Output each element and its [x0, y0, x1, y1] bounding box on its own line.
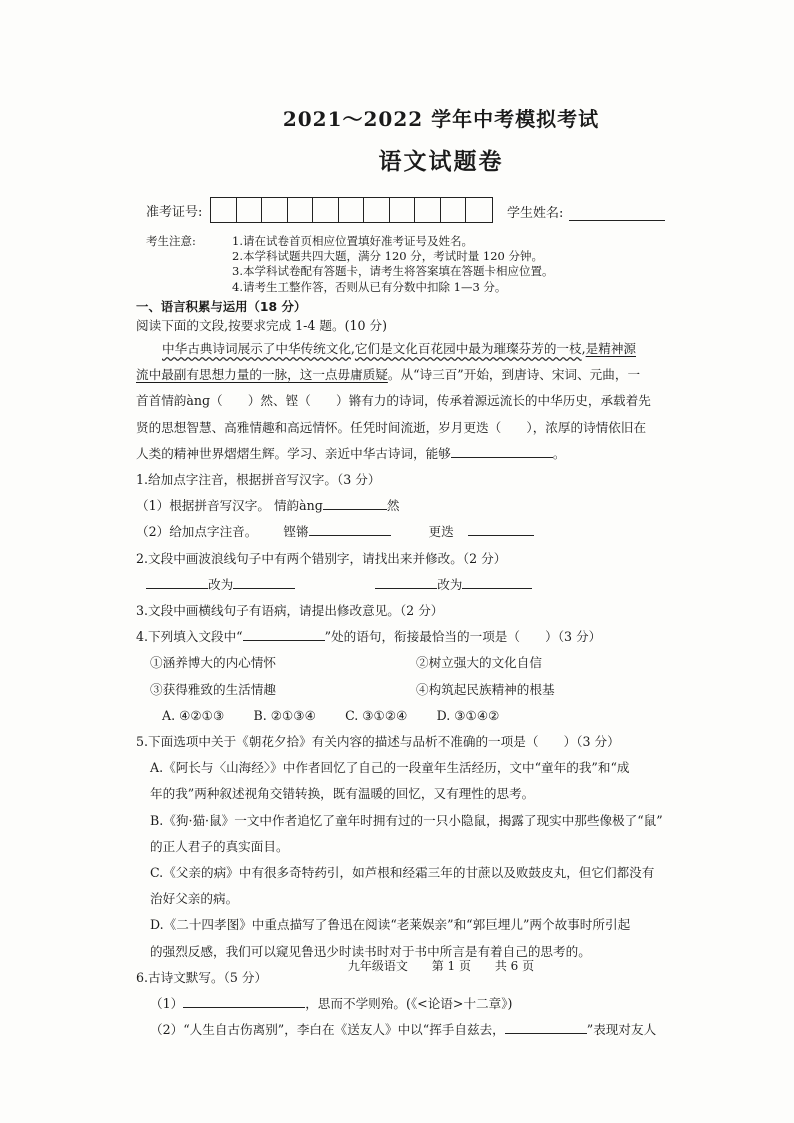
- question-1-part-2: （2）给加点字注音。 铿锵 更迭: [136, 519, 742, 545]
- option-c-cont: 治好父亲的病。: [150, 891, 239, 907]
- question-4-statements: [136, 650, 742, 702]
- passage-line-4: 贤的思想智慧、高雅情趣和高远情怀。任凭时间流逝，岁月更迭（ ），浓厚的诗情依旧在: [136, 419, 647, 435]
- answer-blank[interactable]: [183, 993, 305, 1008]
- candidate-id-boxes[interactable]: [210, 197, 493, 223]
- notice-label: 考生注意:: [146, 234, 196, 248]
- question-6-part-1: （1） ，思而不学则殆。(《<论语>十二章》): [136, 991, 742, 1017]
- passage-line-3: 首首情韵ànɡ（ ）然、铿（ ）锵有力的诗词，传承着源远流长的中华历史，承载着先: [136, 393, 651, 409]
- statement-option: ③获得雅致的生活情趣: [150, 681, 276, 697]
- question-2: 2.文段中画波浪线句子中有两个错别字，请找出来并修改。（2 分）: [136, 550, 507, 566]
- option-a: A.《阿长与〈山海经〉》中作者回忆了自己的一段童年生活经历，文中“童年的我”和“成: [150, 760, 630, 776]
- student-name-label: 学生姓名:: [507, 206, 564, 221]
- question-body: [136, 298, 742, 1043]
- section-heading: 一、语言积累与运用（18 分）: [136, 299, 307, 314]
- passage-line-5: 人类的精神世界熠熠生辉。学习、亲近中华古诗词，能够 。: [136, 441, 742, 467]
- answer-blank[interactable]: [505, 1019, 587, 1034]
- question-1: 1.给加点字注音，根据拼音写汉字。（3 分）: [136, 472, 381, 488]
- option-d-cont: 的强烈反感，我们可以窥见鲁迅少时读书时对于书中所言是有着自己的思考的。: [150, 943, 591, 959]
- option-c: C.《父亲的病》中有很多奇特药引，如芦根和经霜三年的甘蔗以及败鼓皮丸，但它们都没有: [150, 865, 655, 881]
- option-b: B.《狗·猫·鼠》一文中作者追忆了童年时拥有过的一只小隐鼠，揭露了现实中那些像极了“鼠”: [150, 812, 663, 828]
- footer-total-pages: 共 6 页: [494, 959, 535, 973]
- question-4: 4.下列填入文段中“ ”处的语句，衔接最恰当的一项是（ ）（3 分）: [136, 624, 742, 650]
- notice-item: 4.请考生工整作答，否则从已有分数中扣除 1—3 分。: [232, 279, 507, 294]
- notice-items: [232, 234, 553, 295]
- passage-line-1: 中华古典诗词展示了中华传统文化,它们是文化百花园中最为璀璨芬芳的一枝,是精神源: [162, 341, 636, 356]
- option-b-cont: 的正人君子的真实面目。: [150, 838, 289, 854]
- exam-title: 2021～2022 学年中考模拟考试: [282, 107, 600, 131]
- question-3: 3.文段中画横线句子有语病，请提出修改意见。（2 分）: [136, 603, 444, 619]
- option-a-cont: 年的我”两种叙述视角交错转换，既有温暖的回忆，又有理性的思考。: [150, 786, 535, 802]
- paper-subtitle: 语文试题卷: [378, 148, 504, 175]
- passage-blank[interactable]: [451, 443, 553, 458]
- reading-instruction: 阅读下面的文段,按要求完成 1-4 题。(10 分): [136, 318, 388, 333]
- wavy-underline-text: 它们是文化百花园中最为璀璨芬芳的一枝: [354, 341, 582, 356]
- answer-blank[interactable]: [233, 574, 295, 589]
- notice-item: 3.本学科试卷配有答题卡，请考生将答案填在答题卡相应位置。: [232, 264, 554, 279]
- page-footer: [44, 957, 794, 974]
- footer-page-number: 第 1 页: [431, 959, 471, 973]
- option-d: D.《二十四孝图》中重点描写了鲁迅在阅读“老莱娱亲”和“郭巨埋儿”两个故事时所引起: [150, 917, 631, 933]
- question-5: 5.下面选项中关于《朝花夕拾》有关内容的描述与品析不准确的一项是（ ）（3 分）: [136, 734, 620, 750]
- straight-underline-text: 流中最副有思想力量的一脉，这一点毋庸质疑: [136, 367, 388, 383]
- question-4-choices: A. ④②①③ B. ②①③④ C. ③①②④ D. ③①④②: [162, 707, 500, 723]
- notice-item: 2.本学科试题共四大题，满分 120 分，考试时量 120 分钟。: [232, 249, 543, 264]
- answer-blank[interactable]: [468, 521, 534, 536]
- statement-option: ①涵养博大的内心情怀: [150, 655, 276, 671]
- wavy-underline-text: 中华古典诗词展示了中华传统文化: [162, 341, 351, 356]
- notice-block: [146, 234, 553, 295]
- statement-option: ②树立强大的文化自信: [416, 655, 542, 671]
- statement-option: ④构筑起民族精神的根基: [416, 681, 555, 697]
- notice-item: 1.请在试卷首页相应位置填好准考证号及姓名。: [232, 234, 473, 248]
- answer-blank[interactable]: [323, 495, 387, 510]
- student-name-blank[interactable]: [569, 206, 665, 221]
- answer-blank[interactable]: [243, 626, 325, 641]
- answer-blank[interactable]: [146, 574, 208, 589]
- answer-blank[interactable]: [462, 574, 532, 589]
- footer-subject: 九年级语文: [347, 959, 408, 973]
- candidate-id-label: 准考证号:: [146, 204, 203, 220]
- student-name-row: [507, 202, 665, 221]
- question-6-part-2: （2）“人生自古伤离别”，李白在《送友人》中以“挥手自兹去， ”表现对友人: [136, 1017, 742, 1043]
- straight-underline-text: 是精神源: [585, 341, 636, 356]
- question-1-part-1: （1）根据拼音写汉字。 情韵ànɡ 然: [136, 493, 742, 519]
- answer-blank[interactable]: [375, 574, 437, 589]
- question-6: 6.古诗文默写。（5 分）: [136, 969, 268, 985]
- question-2-answer: 改为 改为: [136, 572, 742, 598]
- candidate-id-row: [146, 197, 493, 223]
- answer-blank[interactable]: [309, 521, 391, 536]
- passage-line-2: 流中最副有思想力量的一脉，这一点毋庸质疑。从“诗三百”开始，到唐诗、宋词、元曲，一: [136, 367, 641, 383]
